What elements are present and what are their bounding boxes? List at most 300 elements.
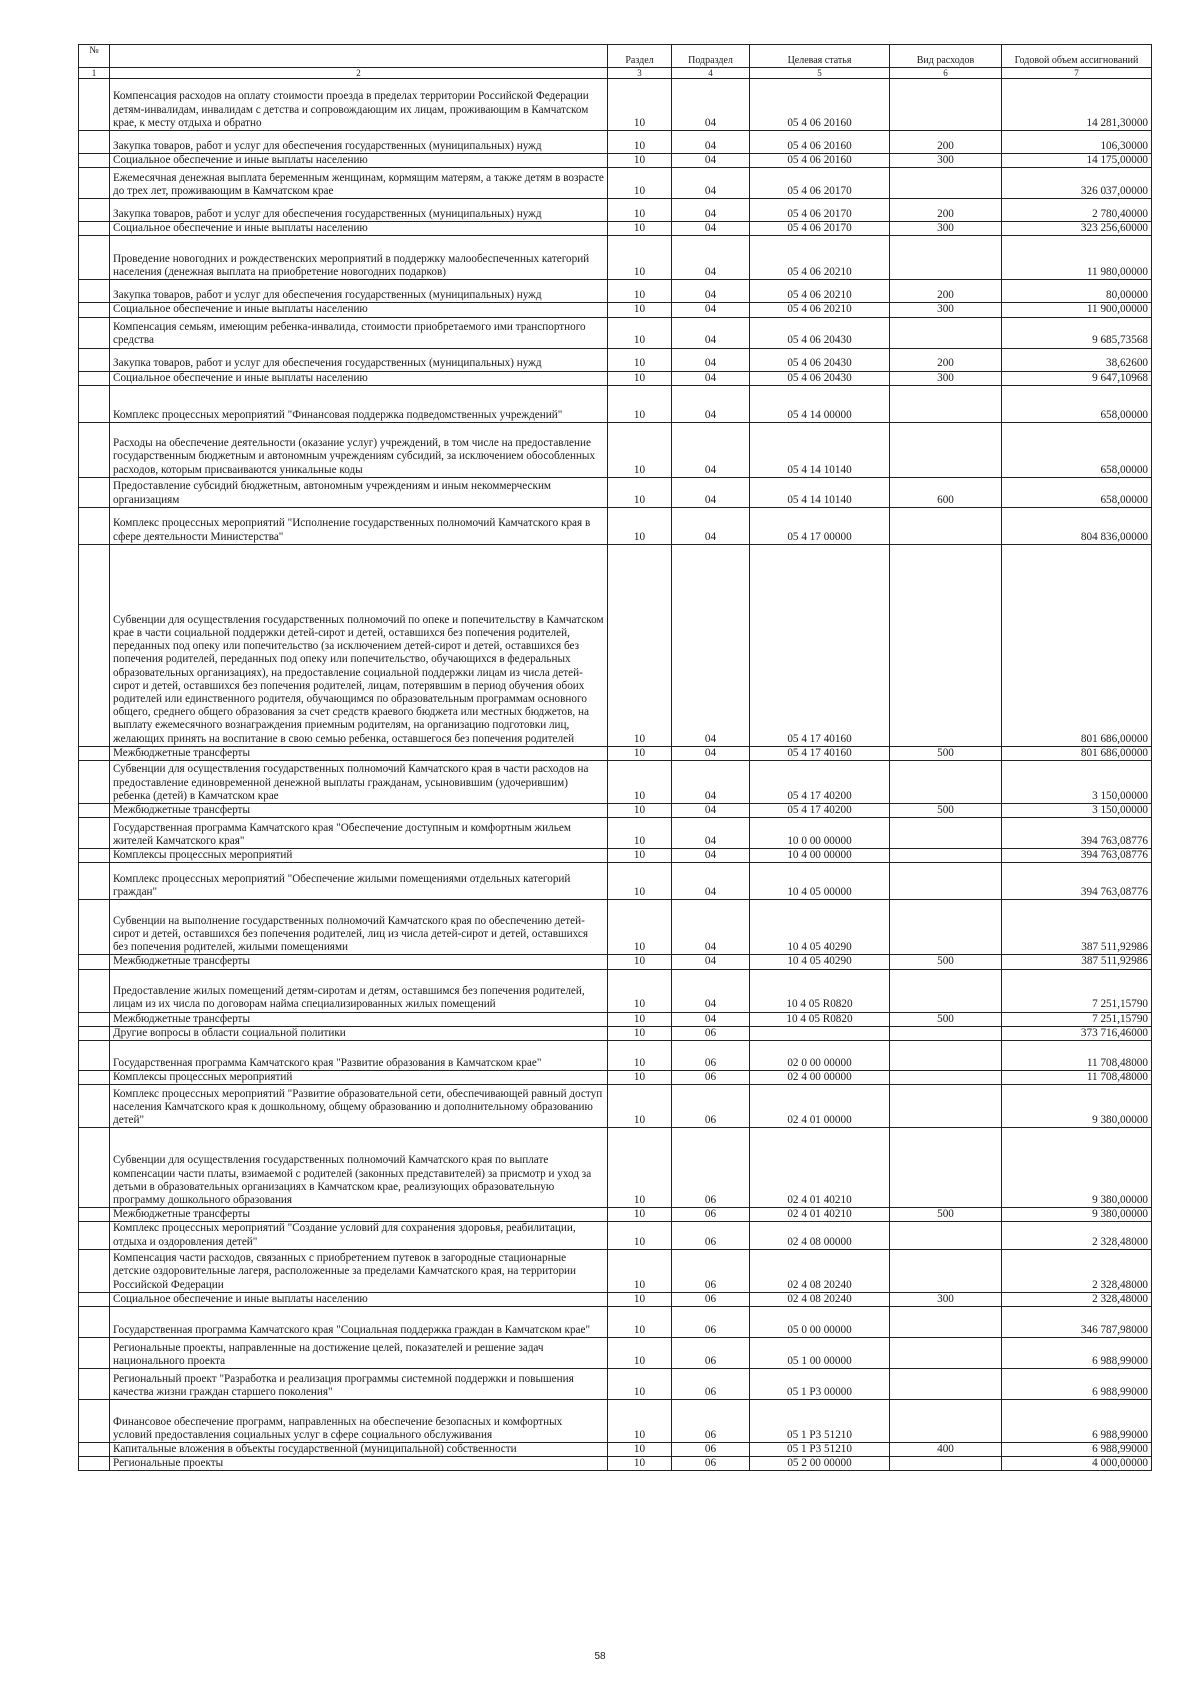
row-name-cell: Субвенции для осуществления государственных полномочий Камчатского края по выплате компенсации части платы, взимаемой с родителей (законных представителей) за присмотр и уход за детьми в образовательных организациях в Камчатском крае, реализующих образовательную программу дошкольного образования [110,1128,608,1208]
row-subsection-cell: 04 [672,199,750,222]
row-section-cell: 10 [608,1457,672,1471]
table-row [79,761,1152,804]
row-amount-cell: 7 251,15790 [1002,969,1152,1012]
row-target-cell: 10 4 00 00000 [750,849,890,863]
row-subsection-cell: 04 [672,280,750,303]
row-number-cell [79,955,110,969]
row-target-cell: 02 4 01 40210 [750,1128,890,1208]
row-section-cell: 10 [608,477,672,507]
row-subsection-cell: 06 [672,1208,750,1222]
row-amount-cell: 9 380,00000 [1002,1085,1152,1128]
row-target-cell: 05 4 06 20430 [750,348,890,371]
row-section-cell: 10 [608,1369,672,1400]
row-number-cell [79,477,110,507]
row-expense-type-cell: 500 [890,955,1002,969]
row-amount-cell: 2 328,48000 [1002,1222,1152,1249]
row-number-cell [79,761,110,804]
row-section-cell: 10 [608,79,672,131]
row-section-cell: 10 [608,849,672,863]
table-row [79,955,1152,969]
row-section-cell: 10 [608,222,672,236]
row-target-cell: 05 4 17 40200 [750,804,890,818]
row-amount-cell: 80,00000 [1002,280,1152,303]
row-name-cell: Социальное обеспечение и иные выплаты населению [110,222,608,236]
row-name-cell: Предоставление жилых помещений детям-сиротам и детям, оставшимся без попечения родителей, лицам из их числа по договорам найма специализированных жилых помещений [110,969,608,1012]
row-subsection-cell: 04 [672,969,750,1012]
row-section-cell: 10 [608,804,672,818]
row-expense-type-cell: 400 [890,1443,1002,1457]
row-target-cell: 05 4 06 20210 [750,280,890,303]
row-name-cell: Государственная программа Камчатского края "Обеспечение доступным и комфортным жильем жителей Камчатского края" [110,818,608,849]
row-expense-type-cell [890,1307,1002,1338]
row-expense-type-cell: 200 [890,131,1002,154]
table-row [79,303,1152,317]
row-subsection-cell: 06 [672,1085,750,1128]
row-expense-type-cell [890,544,1002,746]
row-target-cell: 02 4 01 00000 [750,1085,890,1128]
row-name-cell: Субвенции на выполнение государственных полномочий Камчатского края по обеспечению детей-сирот и детей, оставшихся без попечения родителей, лиц из числа детей-сирот и детей, оставшихся без попечения родителей, жилыми помещениями [110,900,608,955]
table-row [79,746,1152,760]
table-row [79,849,1152,863]
row-number-cell [79,168,110,199]
row-subsection-cell: 04 [672,236,750,280]
table-row [79,199,1152,222]
table-row [79,477,1152,507]
table-row [79,900,1152,955]
row-expense-type-cell [890,236,1002,280]
row-number-cell [79,746,110,760]
row-name-cell: Проведение новогодних и рождественских мероприятий в поддержку малообеспеченных категорий населения (денежная выплата на приобретение новогодних подарков) [110,236,608,280]
row-target-cell: 02 4 01 40210 [750,1208,890,1222]
table-row [79,371,1152,385]
row-target-cell: 05 4 06 20160 [750,131,890,154]
row-number-cell [79,199,110,222]
row-amount-cell: 6 988,99000 [1002,1338,1152,1369]
row-expense-type-cell [890,1026,1002,1040]
column-number: 6 [890,68,1002,79]
row-number-cell [79,154,110,168]
column-number: 4 [672,68,750,79]
row-number-cell [79,1443,110,1457]
row-amount-cell: 14 175,00000 [1002,154,1152,168]
budget-sheet [78,44,1151,1471]
row-name-cell: Закупка товаров, работ и услуг для обеспечения государственных (муниципальных) нужд [110,348,608,371]
row-name-cell: Ежемесячная денежная выплата беременным женщинам, кормящим матерям, а также детям в возрасте до трех лет, проживающим в Камчатском крае [110,168,608,199]
row-number-cell [79,1041,110,1071]
row-target-cell: 05 4 06 20160 [750,154,890,168]
row-number-cell [79,544,110,746]
row-expense-type-cell: 500 [890,746,1002,760]
row-amount-cell: 9 380,00000 [1002,1128,1152,1208]
row-subsection-cell: 04 [672,348,750,371]
row-expense-type-cell: 300 [890,371,1002,385]
row-section-cell: 10 [608,1222,672,1249]
table-row [79,348,1152,371]
row-amount-cell: 2 328,48000 [1002,1249,1152,1292]
table-row [79,168,1152,199]
column-number: 3 [608,68,672,79]
row-subsection-cell: 06 [672,1222,750,1249]
row-name-cell: Капитальные вложения в объекты государственной (муниципальной) собственности [110,1443,608,1457]
table-row [79,1400,1152,1443]
row-subsection-cell: 06 [672,1249,750,1292]
row-amount-cell: 387 511,92986 [1002,955,1152,969]
row-section-cell: 10 [608,818,672,849]
row-section-cell: 10 [608,969,672,1012]
row-expense-type-cell [890,761,1002,804]
row-number-cell [79,1338,110,1369]
row-expense-type-cell: 300 [890,1292,1002,1306]
row-subsection-cell: 06 [672,1443,750,1457]
table-row [79,222,1152,236]
row-name-cell: Комплекс процессных мероприятий "Исполнение государственных полномочий Камчатского края в сфере деятельности Министерства" [110,507,608,544]
row-expense-type-cell: 200 [890,199,1002,222]
row-subsection-cell: 04 [672,317,750,348]
row-target-cell: 05 4 14 00000 [750,385,890,422]
row-name-cell: Финансовое обеспечение программ, направленных на обеспечение безопасных и комфортных условий предоставления социальных услуг в сфере социального обслуживания [110,1400,608,1443]
row-section-cell: 10 [608,371,672,385]
row-name-cell: Предоставление субсидий бюджетным, автономным учреждениям и иным некоммерческим организациям [110,477,608,507]
row-section-cell: 10 [608,131,672,154]
table-row [79,422,1152,477]
row-name-cell: Закупка товаров, работ и услуг для обеспечения государственных (муниципальных) нужд [110,131,608,154]
row-amount-cell: 7 251,15790 [1002,1012,1152,1026]
table-row [79,818,1152,849]
row-name-cell: Субвенции для осуществления государственных полномочий Камчатского края в части расходов на предоставление единовременной денежной выплаты гражданам, усыновившим (удочерившим) ребенка (детей) в Камчатском крае [110,761,608,804]
row-expense-type-cell [890,1338,1002,1369]
header-num: № [79,45,110,68]
row-section-cell: 10 [608,348,672,371]
row-section-cell: 10 [608,1338,672,1369]
row-amount-cell: 11 980,00000 [1002,236,1152,280]
table-row [79,1041,1152,1071]
row-name-cell: Региональные проекты, направленные на достижение целей, показателей и решение задач национального проекта [110,1338,608,1369]
row-amount-cell: 6 988,99000 [1002,1369,1152,1400]
row-target-cell: 05 1 00 00000 [750,1338,890,1369]
table-row [79,131,1152,154]
table-row [79,1085,1152,1128]
row-expense-type-cell [890,1085,1002,1128]
row-target-cell: 02 0 00 00000 [750,1041,890,1071]
row-amount-cell: 4 000,00000 [1002,1457,1152,1471]
row-expense-type-cell [890,1041,1002,1071]
row-name-cell: Комплекс процессных мероприятий "Создание условий для сохранения здоровья, реабилитации, отдыха и оздоровления детей" [110,1222,608,1249]
row-expense-type-cell: 500 [890,1208,1002,1222]
row-name-cell: Межбюджетные трансферты [110,1012,608,1026]
row-expense-type-cell [890,1128,1002,1208]
row-number-cell [79,385,110,422]
row-section-cell: 10 [608,154,672,168]
row-expense-type-cell [890,507,1002,544]
row-name-cell: Комплекс процессных мероприятий "Развитие образовательной сети, обеспечивающей равный доступ населения Камчатского края к дошкольному, общему образованию и дополнительному образованию детей" [110,1085,608,1128]
row-subsection-cell: 04 [672,804,750,818]
row-subsection-cell: 06 [672,1457,750,1471]
column-number: 2 [110,68,608,79]
row-subsection-cell: 06 [672,1338,750,1369]
table-row [79,804,1152,818]
row-expense-type-cell: 600 [890,477,1002,507]
column-number-row [79,68,1152,79]
row-number-cell [79,317,110,348]
row-name-cell: Государственная программа Камчатского края "Развитие образования в Камчатском крае" [110,1041,608,1071]
row-expense-type-cell [890,900,1002,955]
row-expense-type-cell [890,1222,1002,1249]
row-target-cell: 05 1 P3 00000 [750,1369,890,1400]
row-expense-type-cell: 500 [890,804,1002,818]
row-number-cell [79,849,110,863]
row-expense-type-cell [890,317,1002,348]
row-amount-cell: 326 037,00000 [1002,168,1152,199]
row-number-cell [79,280,110,303]
row-number-cell [79,371,110,385]
row-section-cell: 10 [608,900,672,955]
row-target-cell: 10 4 05 00000 [750,863,890,900]
row-target-cell: 05 4 06 20210 [750,236,890,280]
row-name-cell: Межбюджетные трансферты [110,955,608,969]
row-subsection-cell: 06 [672,1369,750,1400]
row-section-cell: 10 [608,199,672,222]
row-name-cell: Социальное обеспечение и иные выплаты населению [110,303,608,317]
row-subsection-cell: 06 [672,1292,750,1306]
row-amount-cell: 658,00000 [1002,477,1152,507]
row-section-cell: 10 [608,863,672,900]
row-amount-cell: 9 685,73568 [1002,317,1152,348]
row-subsection-cell: 04 [672,371,750,385]
row-amount-cell: 804 836,00000 [1002,507,1152,544]
table-row [79,1026,1152,1040]
table-row [79,1457,1152,1471]
row-name-cell: Закупка товаров, работ и услуг для обеспечения государственных (муниципальных) нужд [110,199,608,222]
row-subsection-cell: 06 [672,1071,750,1085]
row-amount-cell: 9 647,10968 [1002,371,1152,385]
row-number-cell [79,348,110,371]
row-expense-type-cell [890,422,1002,477]
row-number-cell [79,969,110,1012]
row-target-cell [750,1026,890,1040]
row-expense-type-cell [890,969,1002,1012]
row-target-cell: 05 2 00 00000 [750,1457,890,1471]
table-row [79,863,1152,900]
row-subsection-cell: 04 [672,79,750,131]
row-section-cell: 10 [608,1085,672,1128]
row-subsection-cell: 04 [672,131,750,154]
row-target-cell: 10 4 05 40290 [750,955,890,969]
row-expense-type-cell [890,1249,1002,1292]
row-expense-type-cell: 200 [890,348,1002,371]
header-amount: Годовой объем ассигнований [1002,45,1152,68]
row-subsection-cell: 04 [672,422,750,477]
row-name-cell: Региональный проект "Разработка и реализация программы системной поддержки и повышения качества жизни граждан старшего поколения" [110,1369,608,1400]
row-target-cell: 10 4 05 R0820 [750,969,890,1012]
row-name-cell: Социальное обеспечение и иные выплаты населению [110,371,608,385]
table-row [79,79,1152,131]
table-row [79,280,1152,303]
row-number-cell [79,1071,110,1085]
row-target-cell: 05 4 06 20430 [750,371,890,385]
row-target-cell: 10 0 00 00000 [750,818,890,849]
row-amount-cell: 2 780,40000 [1002,199,1152,222]
row-target-cell: 02 4 08 00000 [750,1222,890,1249]
row-expense-type-cell [890,1457,1002,1471]
header-name [110,45,608,68]
row-section-cell: 10 [608,303,672,317]
row-subsection-cell: 04 [672,761,750,804]
column-number: 7 [1002,68,1152,79]
row-amount-cell: 6 988,99000 [1002,1400,1152,1443]
row-number-cell [79,303,110,317]
row-number-cell [79,1208,110,1222]
row-target-cell: 05 4 17 40160 [750,544,890,746]
row-amount-cell: 106,30000 [1002,131,1152,154]
row-name-cell: Компенсация части расходов, связанных с приобретением путевок в загородные стационарные детские оздоровительные лагеря, расположенные за пределами Камчатского края, на территории Российской Федерации [110,1249,608,1292]
table-body [79,79,1152,1471]
row-section-cell: 10 [608,317,672,348]
row-subsection-cell: 06 [672,1041,750,1071]
budget-table [78,44,1152,1471]
row-subsection-cell: 04 [672,544,750,746]
row-amount-cell: 323 256,60000 [1002,222,1152,236]
row-amount-cell: 2 328,48000 [1002,1292,1152,1306]
row-amount-cell: 801 686,00000 [1002,746,1152,760]
table-row [79,1369,1152,1400]
row-section-cell: 10 [608,1041,672,1071]
row-number-cell [79,507,110,544]
row-number-cell [79,1307,110,1338]
table-row [79,1128,1152,1208]
table-row [79,1071,1152,1085]
row-name-cell: Комплексы процессных мероприятий [110,849,608,863]
row-number-cell [79,1012,110,1026]
row-subsection-cell: 04 [672,168,750,199]
row-number-cell [79,1222,110,1249]
row-target-cell: 10 4 05 40290 [750,900,890,955]
row-number-cell [79,804,110,818]
row-section-cell: 10 [608,236,672,280]
table-header-row [79,45,1152,68]
row-subsection-cell: 04 [672,746,750,760]
header-target: Целевая статья [750,45,890,68]
row-name-cell: Межбюджетные трансферты [110,1208,608,1222]
row-expense-type-cell: 500 [890,1012,1002,1026]
row-number-cell [79,1292,110,1306]
row-target-cell: 05 4 17 40160 [750,746,890,760]
table-row [79,1222,1152,1249]
row-target-cell: 05 4 17 00000 [750,507,890,544]
row-section-cell: 10 [608,1128,672,1208]
row-amount-cell: 394 763,08776 [1002,863,1152,900]
row-target-cell: 05 4 14 10140 [750,422,890,477]
row-amount-cell: 394 763,08776 [1002,818,1152,849]
row-number-cell [79,1249,110,1292]
row-expense-type-cell [890,1400,1002,1443]
page-number: 58 [594,1651,606,1662]
row-section-cell: 10 [608,1400,672,1443]
table-row [79,1012,1152,1026]
row-target-cell: 05 4 06 20210 [750,303,890,317]
row-amount-cell: 394 763,08776 [1002,849,1152,863]
row-amount-cell: 9 380,00000 [1002,1208,1152,1222]
row-target-cell: 05 4 06 20170 [750,222,890,236]
row-expense-type-cell [890,1369,1002,1400]
row-target-cell: 02 4 08 20240 [750,1292,890,1306]
row-target-cell: 05 4 06 20430 [750,317,890,348]
row-subsection-cell: 04 [672,507,750,544]
row-expense-type-cell: 200 [890,280,1002,303]
row-name-cell: Компенсация расходов на оплату стоимости проезда в пределах территории Российской Федерации детям-инвалидам, инвалидам с детства и сопровождающим их лицам, проживающим в Камчатском крае, к месту отдыха и обратно [110,79,608,131]
table-row [79,154,1152,168]
row-subsection-cell: 04 [672,900,750,955]
table-row [79,1208,1152,1222]
row-subsection-cell: 04 [672,818,750,849]
row-name-cell: Комплексы процессных мероприятий [110,1071,608,1085]
row-number-cell [79,900,110,955]
table-row [79,317,1152,348]
column-number: 1 [79,68,110,79]
row-section-cell: 10 [608,1249,672,1292]
row-number-cell [79,1128,110,1208]
row-amount-cell: 373 716,46000 [1002,1026,1152,1040]
row-subsection-cell: 06 [672,1026,750,1040]
column-number: 5 [750,68,890,79]
row-target-cell: 10 4 05 R0820 [750,1012,890,1026]
row-name-cell: Закупка товаров, работ и услуг для обеспечения государственных (муниципальных) нужд [110,280,608,303]
row-number-cell [79,1085,110,1128]
row-amount-cell: 11 900,00000 [1002,303,1152,317]
row-name-cell: Межбюджетные трансферты [110,746,608,760]
table-row [79,544,1152,746]
row-section-cell: 10 [608,507,672,544]
table-row [79,236,1152,280]
row-section-cell: 10 [608,1292,672,1306]
row-name-cell: Комплекс процессных мероприятий "Финансовая поддержка подведомственных учреждений" [110,385,608,422]
row-expense-type-cell [890,1071,1002,1085]
table-row [79,507,1152,544]
row-target-cell: 05 1 P3 51210 [750,1443,890,1457]
row-expense-type-cell [890,385,1002,422]
row-subsection-cell: 04 [672,849,750,863]
row-section-cell: 10 [608,544,672,746]
table-row [79,1338,1152,1369]
row-expense-type-cell [890,849,1002,863]
row-expense-type-cell [890,818,1002,849]
row-expense-type-cell: 300 [890,303,1002,317]
table-row [79,969,1152,1012]
row-subsection-cell: 04 [672,222,750,236]
table-row [79,1443,1152,1457]
row-expense-type-cell: 300 [890,154,1002,168]
header-section: Раздел [608,45,672,68]
row-subsection-cell: 06 [672,1307,750,1338]
row-section-cell: 10 [608,1012,672,1026]
row-name-cell: Комплекс процессных мероприятий "Обеспечение жилыми помещениями отдельных категорий граждан" [110,863,608,900]
row-section-cell: 10 [608,761,672,804]
row-amount-cell: 658,00000 [1002,422,1152,477]
row-target-cell: 05 4 06 20170 [750,199,890,222]
row-amount-cell: 3 150,00000 [1002,804,1152,818]
row-target-cell: 05 0 00 00000 [750,1307,890,1338]
table-row [79,1292,1152,1306]
row-amount-cell: 14 281,30000 [1002,79,1152,131]
row-name-cell: Субвенции для осуществления государственных полномочий по опеке и попечительству в Камчатском крае в части социальной поддержки детей-сирот и детей, оставшихся без попечения родителей, переданных под опеку или попечительство (за исключением детей-сирот и детей, оставшихся без попечения родителей, переданных под опеку или попечительство, обучающихся в федеральных образовательных организациях), на предоставление социальной поддержки лицам из числа детей-сирот и детей, оставшихся без попечения родителей, лицам, потерявшим в период обучения обоих родителей или единственного родителя, обучающимся по образовательным программам основного общего, среднего общего образования за счет средств краевого бюджета или местных бюджетов, на выплату ежемесячного вознаграждения приемным родителям, на организацию подготовки лиц, желающих принять на воспитание в свою семью ребенка, оставшегося без попечения родителей [110,544,608,746]
row-expense-type-cell [890,168,1002,199]
row-expense-type-cell [890,79,1002,131]
row-section-cell: 10 [608,1208,672,1222]
row-amount-cell: 38,62600 [1002,348,1152,371]
row-subsection-cell: 06 [672,1128,750,1208]
row-section-cell: 10 [608,1026,672,1040]
row-section-cell: 10 [608,746,672,760]
row-subsection-cell: 06 [672,1400,750,1443]
